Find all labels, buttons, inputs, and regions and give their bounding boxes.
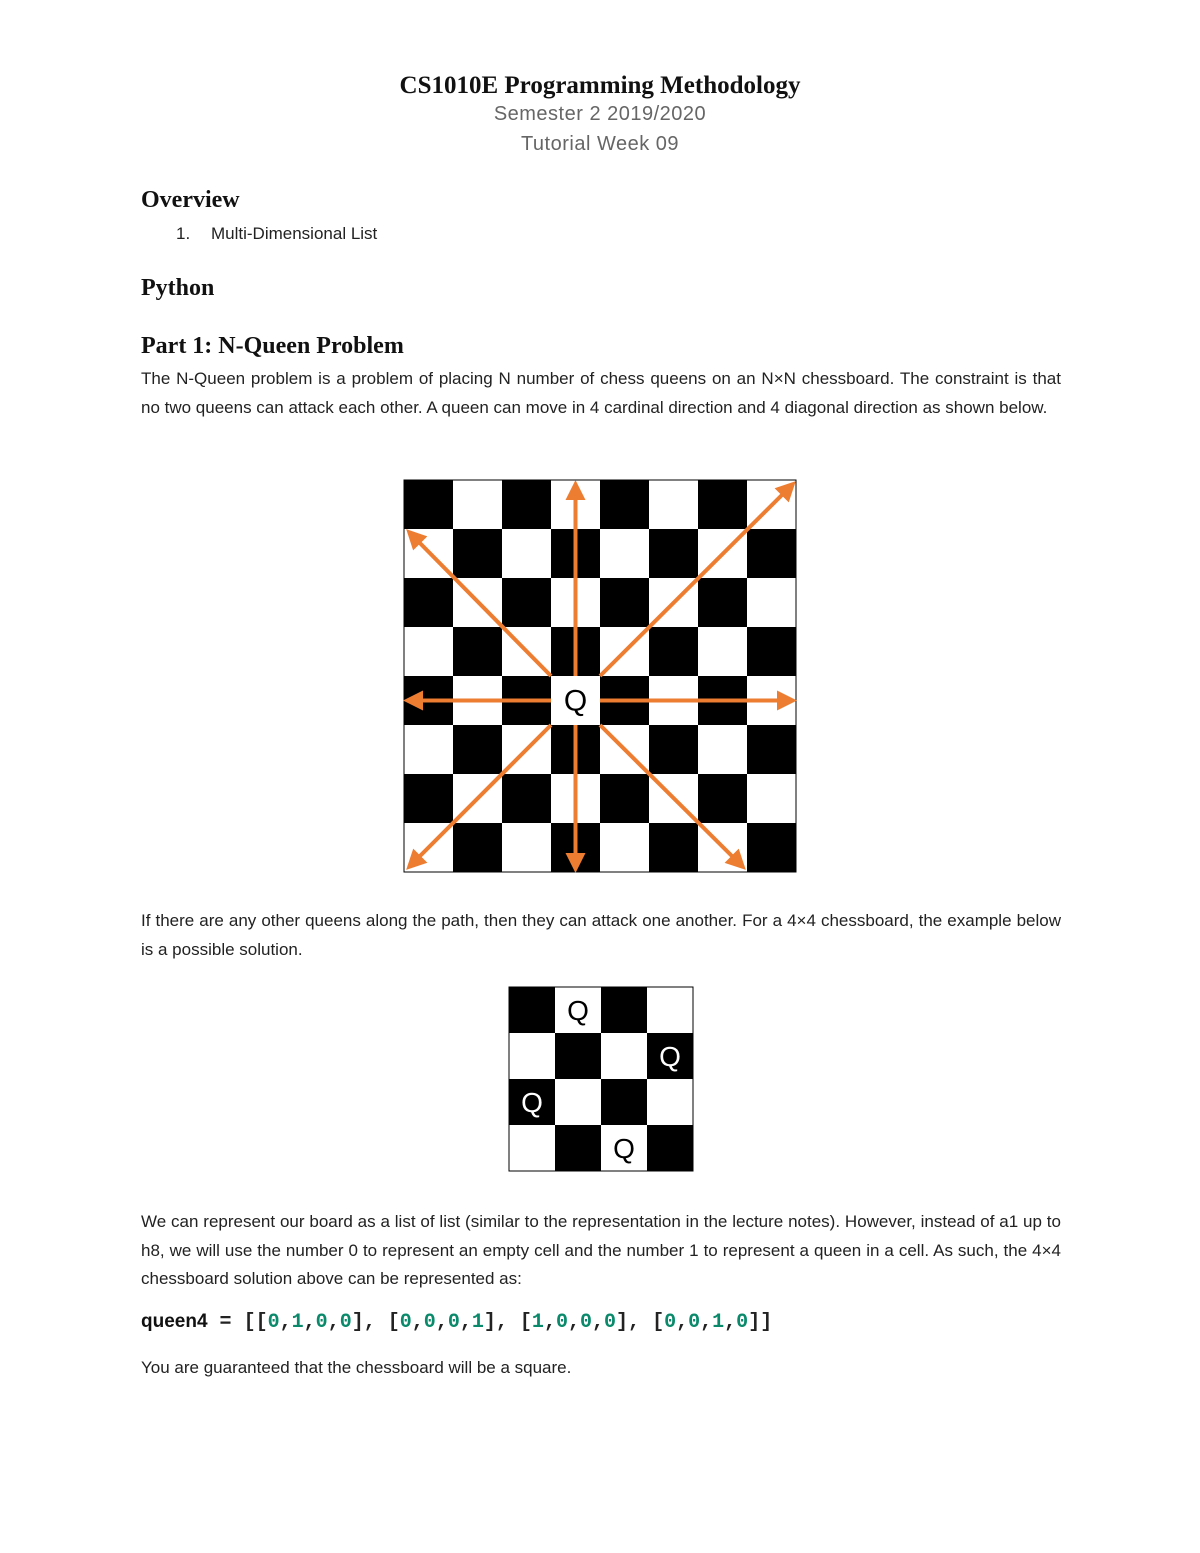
guarantee-paragraph: You are guaranteed that the chessboard will be a square. bbox=[141, 1358, 572, 1377]
code-comma: , bbox=[279, 1311, 292, 1334]
board-cell bbox=[404, 578, 453, 627]
code-comma: , bbox=[592, 1311, 605, 1334]
code-bracket: ] bbox=[483, 1311, 496, 1334]
board-cell bbox=[555, 1079, 601, 1125]
board-cell bbox=[453, 823, 502, 872]
code-number: 0 bbox=[339, 1311, 352, 1334]
board-cell bbox=[509, 1033, 555, 1079]
code-variable: queen4 bbox=[141, 1311, 208, 1332]
code-comma: , bbox=[700, 1311, 713, 1334]
part1-heading: Part 1: N-Queen Problem bbox=[141, 333, 404, 359]
board-cell bbox=[649, 627, 698, 676]
board-cell bbox=[649, 529, 698, 578]
board-cell bbox=[502, 774, 551, 823]
code-bracket: [ bbox=[255, 1311, 268, 1334]
code-bracket: ] bbox=[351, 1311, 364, 1334]
board-cell bbox=[404, 725, 453, 774]
board-cell bbox=[647, 1125, 693, 1171]
chessboard-8x8 bbox=[403, 479, 797, 874]
overview-list-item bbox=[176, 224, 377, 244]
board-cell bbox=[698, 774, 747, 823]
code-number: 1 bbox=[291, 1311, 304, 1334]
board-cell bbox=[555, 1033, 601, 1079]
board-cell bbox=[600, 774, 649, 823]
queen-label: Q bbox=[613, 1133, 635, 1164]
page-title: CS1010E Programming Methodology bbox=[399, 72, 801, 99]
code-comma: , bbox=[543, 1311, 556, 1334]
code-number: 0 bbox=[399, 1311, 412, 1334]
code-comma: , bbox=[327, 1311, 340, 1334]
board-cell bbox=[698, 578, 747, 627]
board-cell bbox=[698, 725, 747, 774]
code-number: 1 bbox=[471, 1311, 484, 1334]
code-number: 0 bbox=[447, 1311, 460, 1334]
board-cell bbox=[601, 1079, 647, 1125]
code-bracket: [ bbox=[387, 1311, 400, 1334]
board-cell bbox=[404, 627, 453, 676]
board-cell bbox=[502, 480, 551, 529]
queen-label: Q bbox=[563, 684, 588, 718]
code-number: 1 bbox=[712, 1311, 725, 1334]
board-cell bbox=[453, 627, 502, 676]
code-comma: , bbox=[435, 1311, 448, 1334]
board-cell bbox=[453, 725, 502, 774]
code-bracket: [ bbox=[519, 1311, 532, 1334]
code-operator: = bbox=[219, 1311, 232, 1334]
board-cell bbox=[747, 627, 796, 676]
intro-paragraph: The N-Queen problem is a problem of placing N number of chess queens on an N×N chessboard. The constraint is that no two queens can attack each other. A queen can move in 4 cardinal direction and 4 diagonal direction as shown below. bbox=[141, 369, 1061, 417]
code-bracket: ] bbox=[616, 1311, 629, 1334]
board-cell bbox=[747, 823, 796, 872]
code-number: 0 bbox=[664, 1311, 677, 1334]
board-cell bbox=[502, 578, 551, 627]
code-number: 1 bbox=[531, 1311, 544, 1334]
board-cell bbox=[600, 529, 649, 578]
board-cell bbox=[502, 823, 551, 872]
code-comma: , bbox=[459, 1311, 472, 1334]
board-cell bbox=[647, 987, 693, 1033]
board-cell bbox=[555, 1125, 601, 1171]
code-comma: , bbox=[724, 1311, 737, 1334]
represent-paragraph: We can represent our board as a list of list (similar to the representation in the lecture notes). However, instead of a1 up to h8, we will use the number 0 to represent an empty cell and the number 1 to represent a queen in a cell. As such, the 4×4 chessboard solution above can be represented as: bbox=[141, 1212, 1061, 1288]
list-text: Multi-Dimensional List bbox=[211, 224, 378, 243]
board-cell bbox=[404, 480, 453, 529]
code-line bbox=[141, 1311, 772, 1334]
board-cell bbox=[453, 529, 502, 578]
board-cell bbox=[453, 480, 502, 529]
board-cell bbox=[698, 480, 747, 529]
board-cell bbox=[601, 1033, 647, 1079]
board-cell bbox=[502, 529, 551, 578]
board-cell bbox=[600, 480, 649, 529]
code-bracket: [ bbox=[652, 1311, 665, 1334]
board-cell bbox=[649, 480, 698, 529]
code-number: 0 bbox=[423, 1311, 436, 1334]
queen-label: Q bbox=[521, 1087, 543, 1118]
code-bracket: [ bbox=[243, 1311, 256, 1334]
code-number: 0 bbox=[579, 1311, 592, 1334]
python-heading: Python bbox=[141, 275, 215, 301]
code-comma: , bbox=[676, 1311, 689, 1334]
code-comma: , bbox=[303, 1311, 316, 1334]
overview-heading: Overview bbox=[141, 187, 240, 213]
board-cell bbox=[647, 1079, 693, 1125]
code-comma: , bbox=[567, 1311, 580, 1334]
list-number: 1. bbox=[176, 224, 191, 243]
board-cell bbox=[747, 774, 796, 823]
code-number: 0 bbox=[555, 1311, 568, 1334]
attack-paragraph: If there are any other queens along the path, then they can attack one another. For a 4×4 chessboard, the example below is a possible solution. bbox=[141, 911, 1061, 959]
code-comma: , bbox=[363, 1311, 388, 1334]
board-cell bbox=[747, 725, 796, 774]
queen-label: Q bbox=[567, 995, 589, 1026]
code-comma: , bbox=[411, 1311, 424, 1334]
board-cell bbox=[649, 823, 698, 872]
board-cell bbox=[747, 529, 796, 578]
code-number: 0 bbox=[267, 1311, 280, 1334]
board-cell bbox=[747, 578, 796, 627]
board-cell bbox=[509, 987, 555, 1033]
code-bracket: ] bbox=[760, 1311, 773, 1334]
board-cell bbox=[601, 987, 647, 1033]
board-cell bbox=[600, 578, 649, 627]
week-label: Tutorial Week 09 bbox=[520, 133, 680, 155]
code-list bbox=[244, 1311, 773, 1334]
code-bracket: ] bbox=[748, 1311, 761, 1334]
chessboard-4x4 bbox=[508, 986, 694, 1172]
code-number: 0 bbox=[315, 1311, 328, 1334]
code-number: 0 bbox=[604, 1311, 617, 1334]
code-number: 0 bbox=[688, 1311, 701, 1334]
board-cell bbox=[649, 725, 698, 774]
board-cell bbox=[698, 627, 747, 676]
code-comma: , bbox=[495, 1311, 520, 1334]
code-comma: , bbox=[628, 1311, 653, 1334]
board-cell bbox=[600, 823, 649, 872]
code-number: 0 bbox=[736, 1311, 749, 1334]
board-cell bbox=[404, 774, 453, 823]
semester-label: Semester 2 2019/2020 bbox=[493, 103, 707, 125]
board-cell bbox=[509, 1125, 555, 1171]
queen-label: Q bbox=[659, 1041, 681, 1072]
